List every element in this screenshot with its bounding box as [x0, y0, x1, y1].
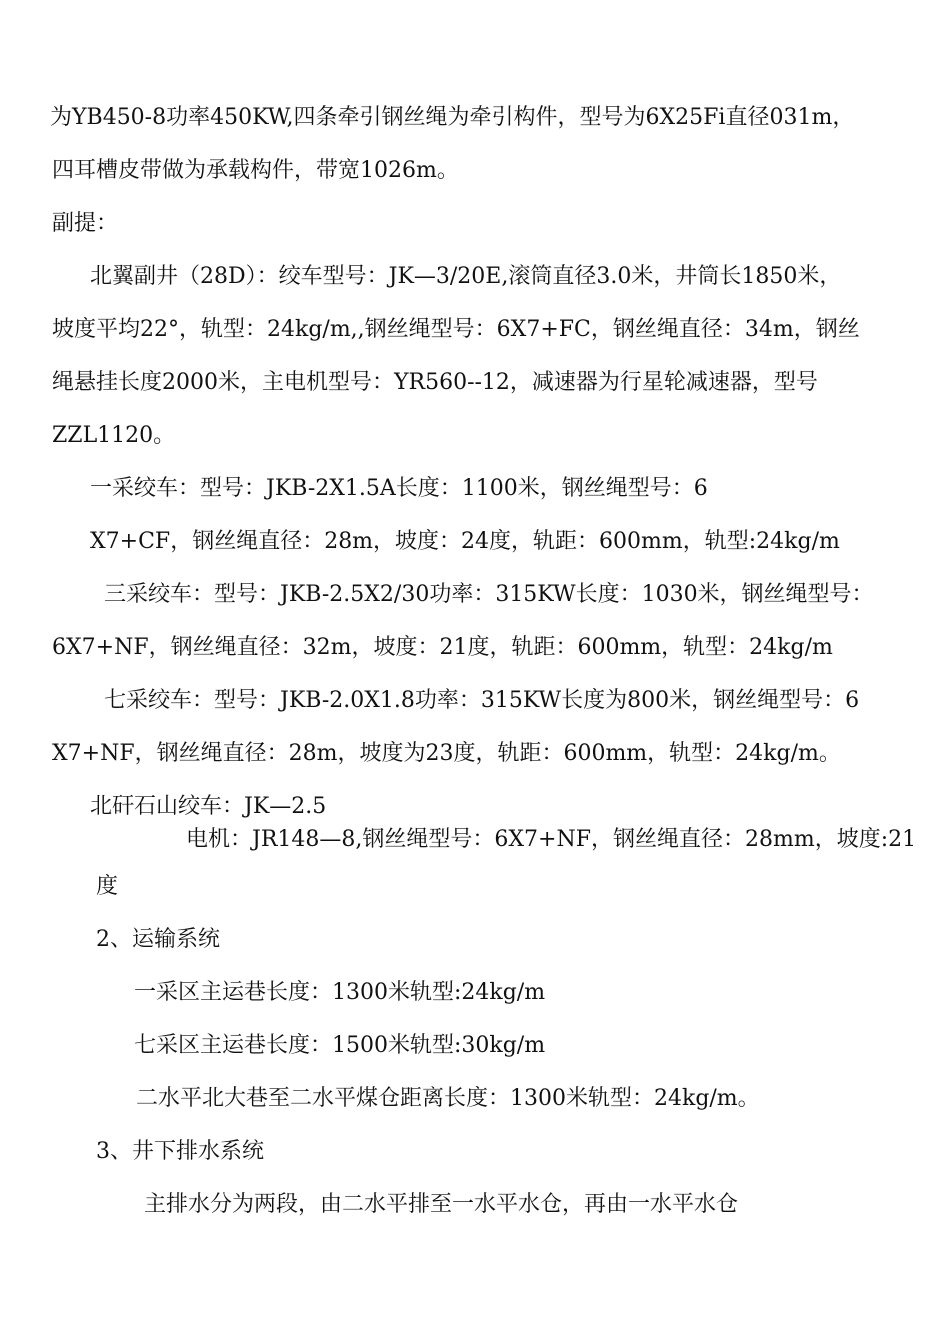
paragraph-line: 坡度平均22°，轨型：24kg/m,,钢丝绳型号：6X7+FC，钢丝绳直径：34m，钢丝 — [52, 317, 860, 342]
section-heading: 3、井下排水系统 — [96, 1139, 264, 1164]
paragraph-line: 北矸石山绞车：JK—2.5 — [90, 794, 327, 819]
paragraph-line: 度 — [96, 874, 119, 899]
paragraph-line: 四耳槽皮带做为承载构件，带宽1026m。 — [52, 158, 459, 183]
list-item: 二水平北大巷至二水平煤仓距离长度：1300米轨型：24kg/m。 — [136, 1086, 760, 1111]
paragraph-line: X7+NF，钢丝绳直径：28m，坡度为23度，轨距：600mm，轨型：24kg/m。 — [52, 741, 841, 766]
section-heading: 2、运输系统 — [96, 927, 220, 952]
list-item: 一采区主运巷长度：1300米轨型:24kg/m — [134, 980, 546, 1005]
paragraph-line: 电机：JR148—8,钢丝绳型号：6X7+NF，钢丝绳直径：28mm，坡度:21 — [186, 827, 917, 852]
paragraph-line: 6X7+NF，钢丝绳直径：32m，坡度：21度，轨距：600mm，轨型：24kg/m — [52, 635, 833, 660]
paragraph-line: 三采绞车：型号：JKB-2.5X2/30功率：315KW长度：1030米，钢丝绳型号： — [104, 582, 874, 607]
section-subheading: 副提： — [52, 211, 119, 236]
paragraph-line: 绳悬挂长度2000米，主电机型号：YR560--12，减速器为行星轮减速器，型号 — [52, 370, 818, 395]
paragraph-line: 一采绞车：型号：JKB-2X1.5A长度：1100米，钢丝绳型号：6 — [90, 476, 708, 501]
paragraph-line: X7+CF，钢丝绳直径：28m，坡度：24度，轨距：600mm，轨型:24kg/m — [90, 529, 840, 554]
paragraph-line: 为YB450-8功率450KW,四条牵引钢丝绳为牵引构件，型号为6X25Fi直径031m， — [50, 105, 855, 130]
paragraph-line: 北翼副井（28D）：绞车型号：JK—3/20E,滚筒直径3.0米，井筒长1850米， — [90, 264, 842, 289]
list-item: 七采区主运巷长度：1500米轨型:30kg/m — [134, 1033, 546, 1058]
paragraph-line: ZZL1120。 — [52, 423, 176, 448]
paragraph-line: 主排水分为两段，由二水平排至一水平水仓，再由一水平水仓 — [144, 1192, 739, 1217]
paragraph-line: 七采绞车：型号：JKB-2.0X1.8功率：315KW长度为800米，钢丝绳型号：6 — [104, 688, 860, 713]
